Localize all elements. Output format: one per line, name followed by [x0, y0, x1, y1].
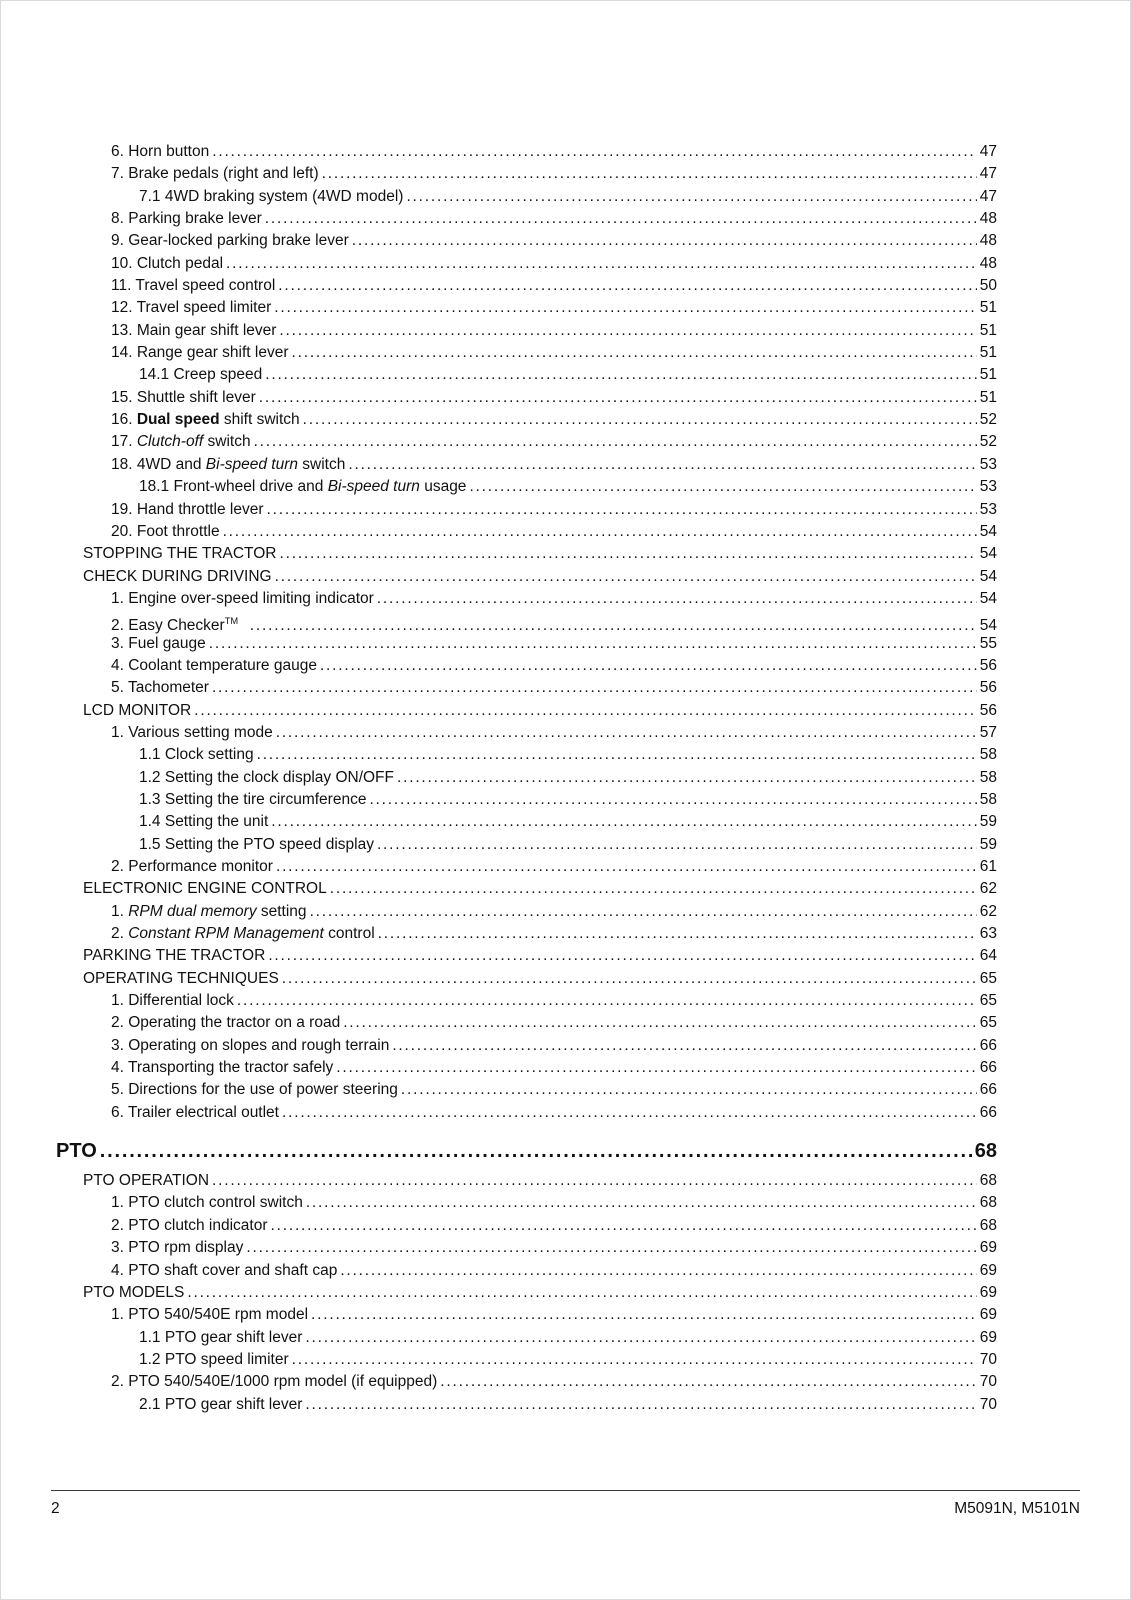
toc-leader-dots [320, 655, 977, 677]
toc-entry [56, 677, 997, 699]
toc-leader-dots [369, 789, 976, 811]
toc-entry-label: 18. 4WD and Bi-speed turn switch [111, 455, 346, 473]
toc-entry [56, 1215, 997, 1237]
toc-leader-dots [267, 499, 977, 521]
toc-leader-dots [406, 186, 976, 208]
toc-entry [56, 901, 997, 923]
toc-entry-label: 16. Dual speed shift switch [111, 411, 300, 429]
toc-entry-label: 3. Operating on slopes and rough terrain [111, 1036, 390, 1054]
toc-entry [56, 1282, 997, 1304]
toc-entry-label: 8. Parking brake lever [111, 210, 262, 228]
toc-leader-dots [303, 409, 977, 431]
footer-page-number: 2 [51, 1500, 60, 1517]
toc-entry [56, 1057, 997, 1079]
toc-entry [56, 856, 997, 878]
toc-entry [56, 700, 997, 722]
toc-entry [56, 722, 997, 744]
toc-entry [56, 297, 997, 319]
toc-page-number: 69 [979, 1283, 997, 1301]
toc-page-number: 70 [979, 1350, 997, 1368]
toc-entry-label: 1. Engine over-speed limiting indicator [111, 589, 374, 607]
toc-leader-dots [310, 901, 977, 923]
toc-entry-label: 4. Transporting the tractor safely [111, 1059, 334, 1077]
page-footer [51, 1490, 1080, 1518]
toc-leader-dots [271, 811, 976, 833]
toc-entry-label: 1.1 Clock setting [139, 746, 254, 764]
toc-page-number: 56 [979, 701, 997, 719]
toc-page-number: 54 [979, 545, 997, 563]
toc-page-number: 54 [979, 617, 997, 635]
toc-leader-dots [280, 543, 977, 565]
toc-entry [56, 1349, 997, 1371]
toc-entry-label: 5. Directions for the use of power steering [111, 1081, 398, 1099]
toc-entry-label: 11. Travel speed control [111, 277, 276, 295]
toc-page-number: 54 [979, 522, 997, 540]
toc-entry [56, 1035, 997, 1057]
toc-page-number: 47 [979, 165, 997, 183]
toc-leader-dots [212, 141, 977, 163]
toc-page-number: 59 [979, 835, 997, 853]
toc-page-number: 62 [979, 902, 997, 920]
toc-entry [56, 1079, 997, 1101]
toc-leader-dots [268, 945, 976, 967]
toc-leader-dots [209, 633, 977, 655]
toc-entry [56, 1394, 997, 1416]
toc-leader-dots [397, 767, 977, 789]
toc-entry-label: 3. PTO rpm display [111, 1239, 244, 1257]
toc-page-number: 52 [979, 411, 997, 429]
toc-entry-label: 5. Tachometer [111, 679, 209, 697]
toc-entry [56, 1371, 997, 1393]
toc-entry-label: 14.1 Creep speed [139, 366, 263, 384]
toc-page-number: 56 [979, 656, 997, 674]
toc-entry [56, 1327, 997, 1349]
toc-entry [56, 364, 997, 386]
toc-entry [56, 968, 997, 990]
toc-entry-label: 7. Brake pedals (right and left) [111, 165, 319, 183]
footer-model-numbers: M5091N, M5101N [954, 1500, 1080, 1517]
toc-page-number: 54 [979, 589, 997, 607]
toc-page-number: 70 [979, 1373, 997, 1391]
toc-leader-dots [278, 275, 976, 297]
toc-leader-dots [336, 1057, 976, 1079]
toc-leader-dots [279, 320, 976, 342]
toc-leader-dots [305, 1327, 976, 1349]
toc-leader-dots [378, 923, 977, 945]
toc-entry-label: 1. Differential lock [111, 992, 234, 1010]
toc-entry [56, 834, 997, 856]
toc-entry [56, 476, 997, 498]
toc-page-number: 69 [979, 1239, 997, 1257]
toc-entry [56, 1260, 997, 1282]
toc-entry [56, 320, 997, 342]
toc-page-number: 53 [979, 455, 997, 473]
toc-leader-dots [392, 1035, 976, 1057]
toc-page-number: 51 [979, 299, 997, 317]
toc-entry [56, 588, 997, 610]
toc-leader-dots [265, 364, 977, 386]
toc-page-number: 51 [979, 388, 997, 406]
toc-leader-dots [275, 566, 977, 588]
toc-page-number: 58 [979, 790, 997, 808]
toc-page-number: 68 [979, 1172, 997, 1190]
toc-page-number: 53 [979, 478, 997, 496]
toc-page-number: 63 [979, 925, 997, 943]
toc-leader-dots [305, 1394, 976, 1416]
toc-page-number: 62 [979, 880, 997, 898]
toc-entry [56, 566, 997, 588]
toc-entry-label: 9. Gear-locked parking brake lever [111, 232, 349, 250]
toc-leader-dots [292, 1349, 977, 1371]
toc-entry [56, 655, 997, 677]
toc-page-number: 51 [979, 344, 997, 362]
toc-entry-label: 2. PTO 540/540E/1000 rpm model (if equipped) [111, 1373, 438, 1391]
toc-page-number: 52 [979, 433, 997, 451]
toc-leader-dots [212, 677, 977, 699]
toc-page-number: 51 [979, 321, 997, 339]
toc-leader-dots [311, 1304, 977, 1326]
toc-page-number: 69 [979, 1306, 997, 1324]
toc-entry [56, 811, 997, 833]
toc-leader-dots [226, 253, 977, 275]
toc-leader-dots [254, 431, 977, 453]
toc-entry [56, 923, 997, 945]
toc-leader-dots [306, 1192, 977, 1214]
toc-entry [56, 990, 997, 1012]
toc-entry-label: LCD MONITOR [83, 701, 192, 719]
toc-leader-dots [100, 1136, 972, 1166]
toc-page-number: 69 [979, 1261, 997, 1279]
toc-page-number: 47 [979, 187, 997, 205]
toc-entry-label: 2. Performance monitor [111, 858, 273, 875]
toc-entry-label: 10. Clutch pedal [111, 254, 224, 272]
toc-page-number: 48 [979, 210, 997, 228]
toc-entry [56, 409, 997, 431]
toc-entry [56, 342, 997, 364]
toc-page-number: 47 [979, 143, 997, 160]
toc-entry-label: 6. Horn button [111, 143, 210, 160]
toc-entry [56, 431, 997, 453]
toc-leader-dots [276, 856, 977, 878]
toc-entry [56, 499, 997, 521]
toc-entry [56, 878, 997, 900]
toc-entry [56, 186, 997, 208]
toc-entry-label: 2. Operating the tractor on a road [111, 1014, 341, 1032]
toc-entry-label: 15. Shuttle shift lever [111, 388, 256, 406]
toc-page-number: 66 [979, 1081, 997, 1099]
toc-page-number: 48 [979, 232, 997, 250]
toc-page-number: 57 [979, 723, 997, 741]
toc-leader-dots [276, 722, 977, 744]
toc-entry-label: 14. Range gear shift lever [111, 344, 289, 362]
toc-leader-dots [282, 968, 977, 990]
toc-entry [56, 1012, 997, 1034]
toc-page-number: 56 [979, 679, 997, 697]
toc-entry-label: PTO MODELS [83, 1283, 185, 1301]
toc-leader-dots [257, 744, 977, 766]
toc-leader-dots [194, 700, 977, 722]
toc-entry-label: 1.2 Setting the clock display ON/OFF [139, 768, 394, 786]
toc-page-number: 66 [979, 1036, 997, 1054]
toc-entry [56, 789, 997, 811]
toc-leader-dots [212, 1170, 977, 1192]
toc-entry-label: 4. Coolant temperature gauge [111, 656, 317, 674]
toc-entry-label: PTO [56, 1140, 97, 1163]
toc-entry [56, 744, 997, 766]
toc-leader-dots [187, 1282, 976, 1304]
toc-entry-label: 1.1 PTO gear shift lever [139, 1328, 303, 1346]
toc-leader-dots [340, 1260, 976, 1282]
toc-leader-dots [440, 1371, 976, 1393]
toc-page-number: 48 [979, 254, 997, 272]
toc-page-number: 54 [979, 567, 997, 585]
toc-leader-dots [469, 476, 976, 498]
toc-entry [56, 521, 997, 543]
toc-entry [56, 208, 997, 230]
toc-page-number: 51 [979, 366, 997, 384]
toc-entry [56, 163, 997, 185]
toc-entry [56, 1102, 997, 1124]
toc-entry-label: 3. Fuel gauge [111, 634, 206, 652]
toc-entry-label: 20. Foot throttle [111, 522, 220, 540]
toc-leader-dots [274, 297, 977, 319]
toc-page-number: 58 [979, 768, 997, 786]
toc-page-number: 68 [979, 1194, 997, 1212]
toc-entry [56, 253, 997, 275]
toc-entry-label: 4. PTO shaft cover and shaft cap [111, 1261, 338, 1279]
toc-page-number: 58 [979, 746, 997, 764]
toc-entry [56, 454, 997, 476]
toc-leader-dots [348, 454, 976, 476]
toc-entry [56, 141, 997, 163]
toc-page-number: 61 [979, 858, 997, 875]
toc-entry-label: PARKING THE TRACTOR [83, 947, 266, 965]
toc-leader-dots [377, 834, 977, 856]
toc-leader-dots [330, 878, 977, 900]
toc-leader-dots [352, 230, 977, 252]
toc-page-number: 70 [979, 1395, 997, 1413]
toc-entry [56, 1192, 997, 1214]
toc-entry [56, 230, 997, 252]
toc-entry-label: 1. RPM dual memory setting [111, 902, 307, 920]
toc-entry-label: 2.1 PTO gear shift lever [139, 1395, 303, 1413]
toc-entry [56, 543, 997, 565]
toc-entry-label: 1. PTO 540/540E rpm model [111, 1306, 309, 1324]
toc-leader-dots [246, 1237, 976, 1259]
toc-leader-dots [377, 588, 977, 610]
toc-entry-label: 19. Hand throttle lever [111, 500, 264, 518]
toc-entry-label: PTO OPERATION [83, 1172, 210, 1190]
toc-entry-label: 2. PTO clutch indicator [111, 1216, 268, 1234]
toc-page-number: 69 [979, 1328, 997, 1346]
toc-page-number: 65 [979, 992, 997, 1010]
toc-page-number: 65 [979, 969, 997, 987]
toc-leader-dots [282, 1102, 977, 1124]
toc-entry [56, 633, 997, 655]
toc-entry-label: 1.4 Setting the unit [139, 813, 269, 831]
toc-entry-label: OPERATING TECHNIQUES [83, 969, 279, 987]
toc-entry-label: 2. Easy Checker™ [111, 616, 239, 635]
toc-page-number: 65 [979, 1014, 997, 1032]
toc-entry-label: STOPPING THE TRACTOR [83, 545, 277, 563]
toc-entry-label: 1. PTO clutch control switch [111, 1194, 303, 1212]
toc-entry-label: 1.2 PTO speed limiter [139, 1350, 289, 1368]
toc-page-number: 64 [979, 947, 997, 965]
toc-entry-label: ELECTRONIC ENGINE CONTROL [83, 880, 327, 898]
toc-leader-dots [259, 387, 977, 409]
toc-entry [56, 610, 997, 635]
toc-chapter-entry [56, 1136, 997, 1166]
toc-leader-dots [265, 208, 977, 230]
toc-leader-dots [223, 521, 977, 543]
toc-entry-label: 1. Various setting mode [111, 723, 273, 741]
toc-leader-dots [292, 342, 977, 364]
toc-page-number: 55 [979, 634, 997, 652]
toc-entry-label: 1.3 Setting the tire circumference [139, 790, 367, 808]
toc-leader-dots [322, 163, 977, 185]
toc-page-number: 66 [979, 1103, 997, 1121]
toc-leader-dots [401, 1079, 977, 1101]
toc-entry-label: 17. Clutch-off switch [111, 433, 251, 451]
toc-entry-label: 1.5 Setting the PTO speed display [139, 835, 374, 853]
toc-entry [56, 387, 997, 409]
toc-page-number: 59 [979, 813, 997, 831]
toc-page-number: 50 [979, 277, 997, 295]
toc-entry [56, 1237, 997, 1259]
toc-page-number: 68 [979, 1216, 997, 1234]
toc-page-number: 68 [974, 1140, 997, 1163]
toc-entry [56, 767, 997, 789]
toc-page-number: 53 [979, 500, 997, 518]
toc-entry-label: 2. Constant RPM Management control [111, 925, 375, 943]
toc-entry [56, 1170, 997, 1192]
toc-leader-dots [237, 990, 977, 1012]
toc-leader-dots [271, 1215, 977, 1237]
toc-entry-label: 18.1 Front-wheel drive and Bi-speed turn usage [139, 478, 467, 496]
toc-entry-label: CHECK DURING DRIVING [83, 567, 272, 585]
toc-page-number: 66 [979, 1059, 997, 1077]
toc-entry [56, 1304, 997, 1326]
toc-entry [56, 275, 997, 297]
toc-entry [56, 945, 997, 967]
toc-entry-label: 12. Travel speed limiter [111, 299, 272, 317]
toc-entry-label: 13. Main gear shift lever [111, 321, 277, 339]
toc-leader-dots [343, 1012, 977, 1034]
toc-entry-label: 6. Trailer electrical outlet [111, 1103, 279, 1121]
toc-entry-label: 7.1 4WD braking system (4WD model) [139, 187, 404, 205]
toc-list [56, 141, 997, 1416]
